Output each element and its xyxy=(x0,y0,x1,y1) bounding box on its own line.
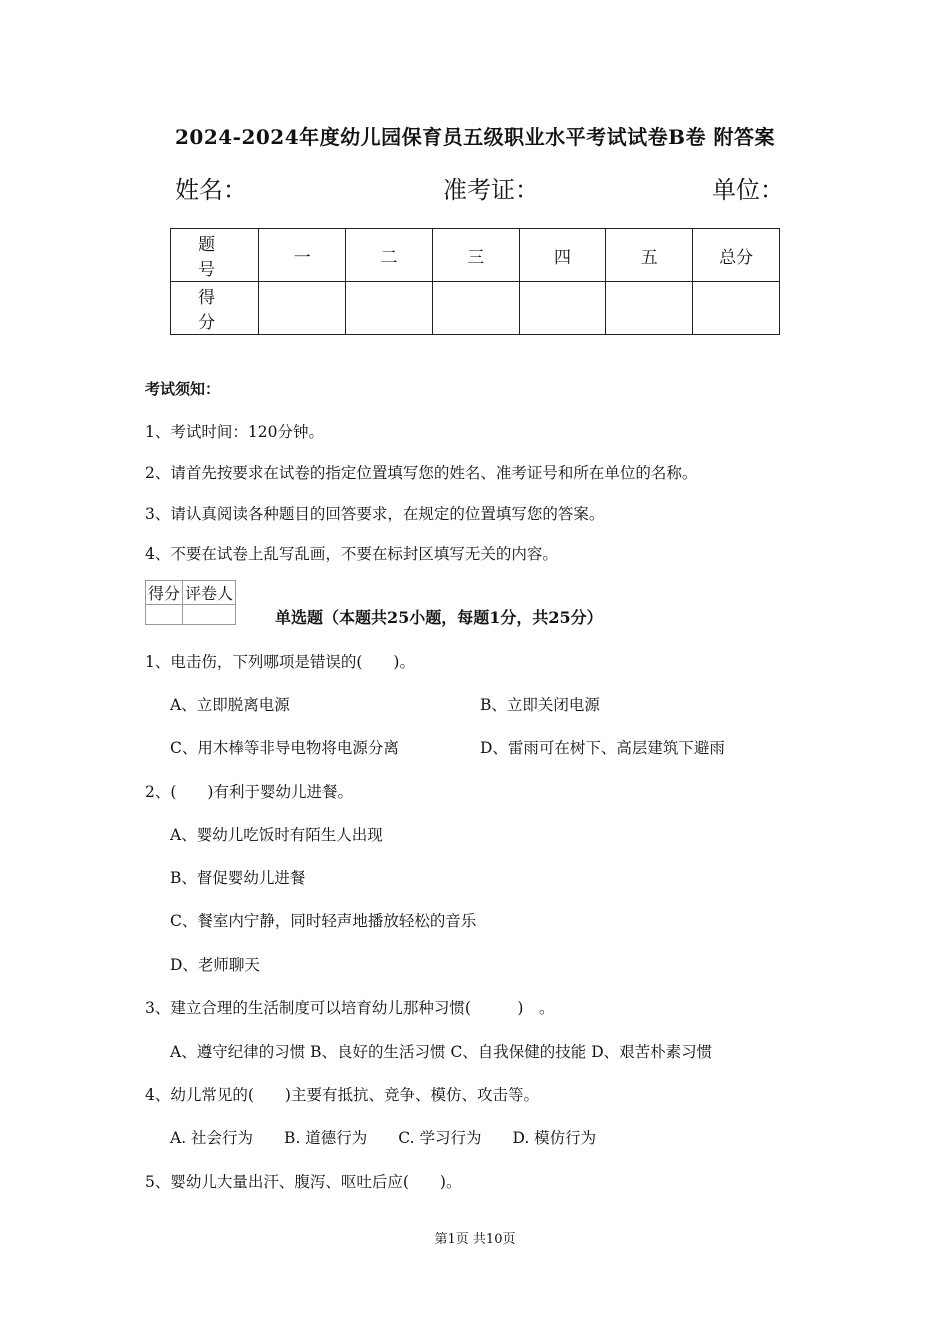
grader-score-label: 得分 xyxy=(146,581,183,605)
exam-id-field-label: 准考证： xyxy=(443,176,539,204)
score-cell[interactable] xyxy=(693,282,780,335)
score-cell[interactable] xyxy=(259,282,346,335)
score-header-cell: 五 xyxy=(606,229,693,282)
notice-item: 3、请认真阅读各种题目的回答要求，在规定的位置填写您的答案。 xyxy=(145,505,605,523)
name-field-label: 姓名： xyxy=(175,176,247,204)
unit-field-label: 单位： xyxy=(712,176,784,204)
score-header-cell: 三 xyxy=(432,229,519,282)
notice-heading: 考试须知： xyxy=(145,380,221,398)
score-header-cell: 四 xyxy=(519,229,606,282)
section-title: 单选题（本题共25小题，每题1分，共25分） xyxy=(275,608,603,627)
option-b: B、立即关闭电源 xyxy=(480,696,600,714)
grader-score-cell[interactable] xyxy=(146,605,183,625)
question-stem: 3、建立合理的生活制度可以培育幼儿那种习惯( ) 。 xyxy=(145,999,555,1017)
score-cell[interactable] xyxy=(346,282,433,335)
score-cell[interactable] xyxy=(606,282,693,335)
grader-box xyxy=(145,580,236,625)
question-stem: 4、幼儿常见的( )主要有抵抗、竞争、模仿、攻击等。 xyxy=(145,1086,539,1104)
score-table xyxy=(170,228,780,335)
notice-item: 2、请首先按要求在试卷的指定位置填写您的姓名、准考证号和所在单位的名称。 xyxy=(145,464,698,482)
score-header-cell: 总分 xyxy=(693,229,780,282)
grader-name-label: 评卷人 xyxy=(183,581,236,605)
score-row-label: 得 分 xyxy=(171,282,259,335)
option-a: A、立即脱离电源 xyxy=(170,696,290,714)
option-d: D、雷雨可在树下、高层建筑下避雨 xyxy=(480,739,725,757)
grader-name-cell[interactable] xyxy=(183,605,236,625)
option-a: A、婴幼儿吃饭时有陌生人出现 xyxy=(170,826,383,844)
score-cell[interactable] xyxy=(432,282,519,335)
question-stem: 5、婴幼儿大量出汗、腹泻、呕吐后应( )。 xyxy=(145,1173,462,1191)
notice-item: 1、考试时间：120分钟。 xyxy=(145,423,324,441)
option-c: C、用木棒等非导电物将电源分离 xyxy=(170,739,399,757)
notice-item: 4、不要在试卷上乱写乱画，不要在标封区填写无关的内容。 xyxy=(145,545,558,563)
score-header-cell: 一 xyxy=(259,229,346,282)
question-stem: 2、( )有利于婴幼儿进餐。 xyxy=(145,783,353,801)
question-stem: 1、电击伤，下列哪项是错误的( )。 xyxy=(145,653,415,671)
score-header-cell: 二 xyxy=(346,229,433,282)
question-options: A. 社会行为 B. 道德行为 C. 学习行为 D. 模仿行为 xyxy=(170,1129,597,1147)
option-d: D、老师聊天 xyxy=(170,956,260,974)
question-options: A、遵守纪律的习惯 B、良好的生活习惯 C、自我保健的技能 D、艰苦朴素习惯 xyxy=(170,1043,713,1061)
option-c: C、餐室内宁静，同时轻声地播放轻松的音乐 xyxy=(170,912,477,930)
page-footer: 第1页 共10页 xyxy=(434,1232,516,1247)
score-cell[interactable] xyxy=(519,282,606,335)
exam-title: 2024-2024年度幼儿园保育员五级职业水平考试试卷B卷 附答案 xyxy=(175,125,775,149)
option-b: B、督促婴幼儿进餐 xyxy=(170,869,306,887)
score-header-cell: 题 号 xyxy=(171,229,259,282)
score-table-header-row xyxy=(171,229,780,282)
score-table-score-row xyxy=(171,282,780,335)
